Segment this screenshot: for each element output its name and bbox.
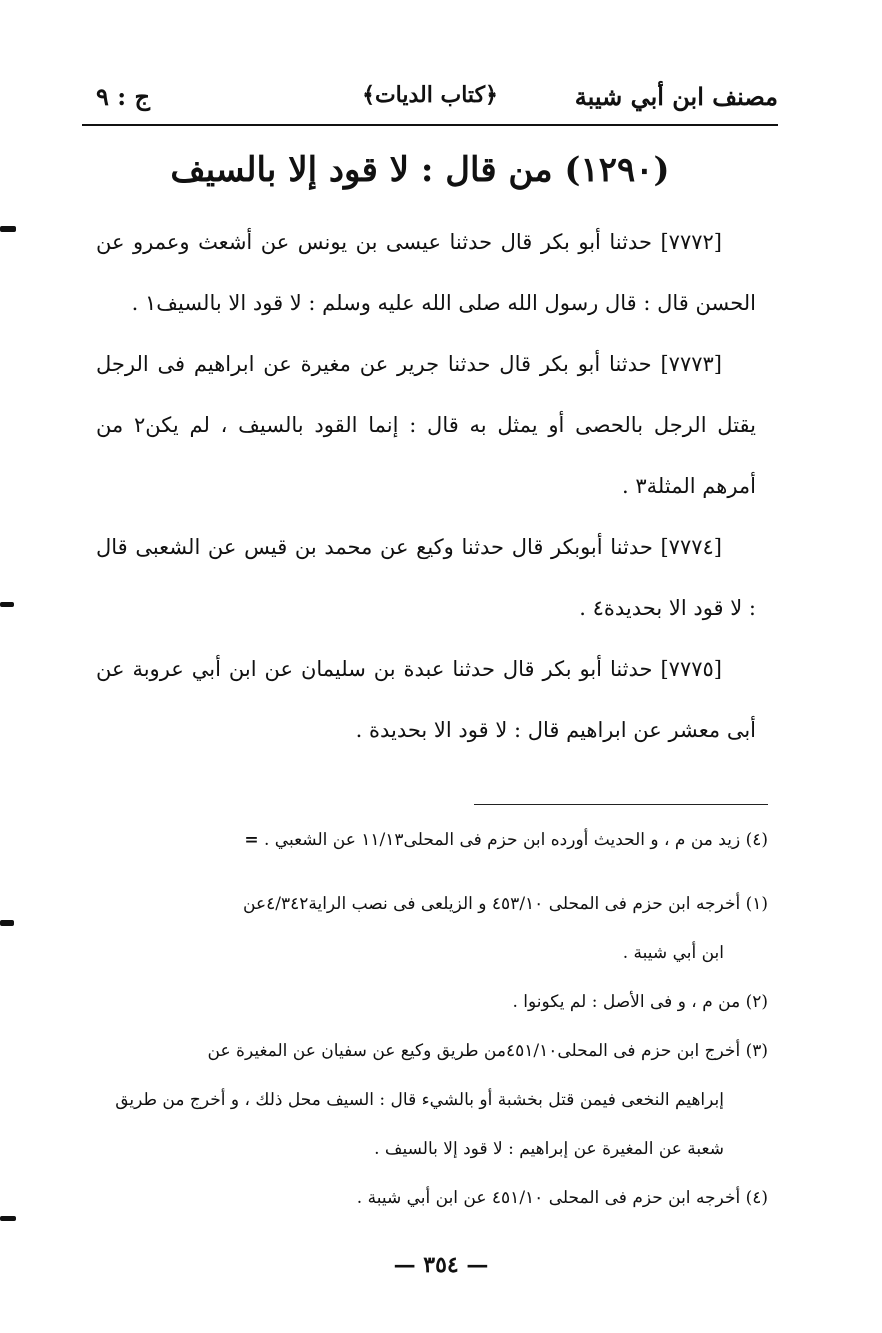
scan-edge-mark <box>0 226 16 232</box>
hadith-paragraph <box>96 334 756 517</box>
book-title: مصنف ابن أبي شيبة <box>574 82 778 111</box>
hadith-paragraph <box>96 639 756 761</box>
footnote-rule <box>474 804 768 805</box>
hadith-text: [٧٧٧٥] حدثنا أبو بكر قال حدثنا عبدة بن سليمان عن ابن أبي عروبة عن أبى معشر عن ابراهيم قال : لا قود الا بحديدة . <box>96 657 756 742</box>
footnote-line: (٣) أخرج ابن حزم فى المحلى٤٥١/١٠من طريق وكيع عن سفيان عن المغيرة عن <box>207 1041 768 1061</box>
continuation-mark: = <box>244 830 259 850</box>
footnote-line: إبراهيم النخعى فيمن قتل بخشبة أو بالشيء قال : السيف محل ذلك ، و أخرج من طريق شعبة عن المغيرة عن إبراهيم : لا قود إلا بالسيف . <box>115 1090 724 1159</box>
footnote <box>96 1027 768 1174</box>
footnote-line: (٢) من م ، و فى الأصل : لم يكونوا . <box>512 992 768 1012</box>
footnote <box>96 880 768 978</box>
footnote-text: (٤) زيد من م ، و الحديث أورده ابن حزم فى المحلى١١/١٣ عن الشعبي . <box>264 830 768 850</box>
footnote <box>96 978 768 1027</box>
hadith-text: [٧٧٧٣] حدثنا أبو بكر قال حدثنا جرير عن مغيرة عن ابراهيم فى الرجل يقتل الرجل بالحصى أو يمثل به قال : إنما القود بالسيف ، لم يكن٢ من أمرهم المثلة٣ . <box>96 352 756 498</box>
running-header <box>82 78 778 124</box>
footnote-line: ابن أبي شيبة . <box>622 943 724 963</box>
scan-edge-mark <box>0 1216 16 1221</box>
footnote-line: (٤) أخرجه ابن حزم فى المحلى ٤٥١/١٠ عن ابن أبي شيبة . <box>356 1188 768 1208</box>
header-rule <box>82 124 778 126</box>
hadith-text: [٧٧٧٤] حدثنا أبوبكر قال حدثنا وكيع عن محمد بن قيس عن الشعبى قال : لا قود الا بحديدة٤ . <box>96 535 756 620</box>
chapter-title: ﴿كتاب الديات﴾ <box>362 82 498 108</box>
scan-edge-mark <box>0 602 14 607</box>
scan-edge-mark <box>0 920 14 926</box>
footnote <box>96 1174 768 1223</box>
hadith-text: [٧٧٧٢] حدثنا أبو بكر قال حدثنا عيسى بن يونس عن أشعث وعمرو عن الحسن قال : قال رسول الله صلى الله عليه وسلم : لا قود الا بالسيف١ . <box>96 230 756 315</box>
footnote-continuation <box>96 818 768 862</box>
hadith-paragraph <box>96 517 756 639</box>
hadith-paragraph <box>96 212 756 334</box>
footnotes <box>96 880 768 1223</box>
volume-number: ج : ٩ <box>96 82 150 111</box>
section-title: (١٢٩٠) من قال : لا قود إلا بالسيف <box>170 150 670 190</box>
page-number: — ٣٥٤ — <box>393 1252 489 1278</box>
main-text <box>96 212 756 761</box>
footnote-line: (١) أخرجه ابن حزم فى المحلى ٤٥٣/١٠ و الزيلعى فى نصب الراية٤/٣٤٢عن <box>243 894 768 914</box>
